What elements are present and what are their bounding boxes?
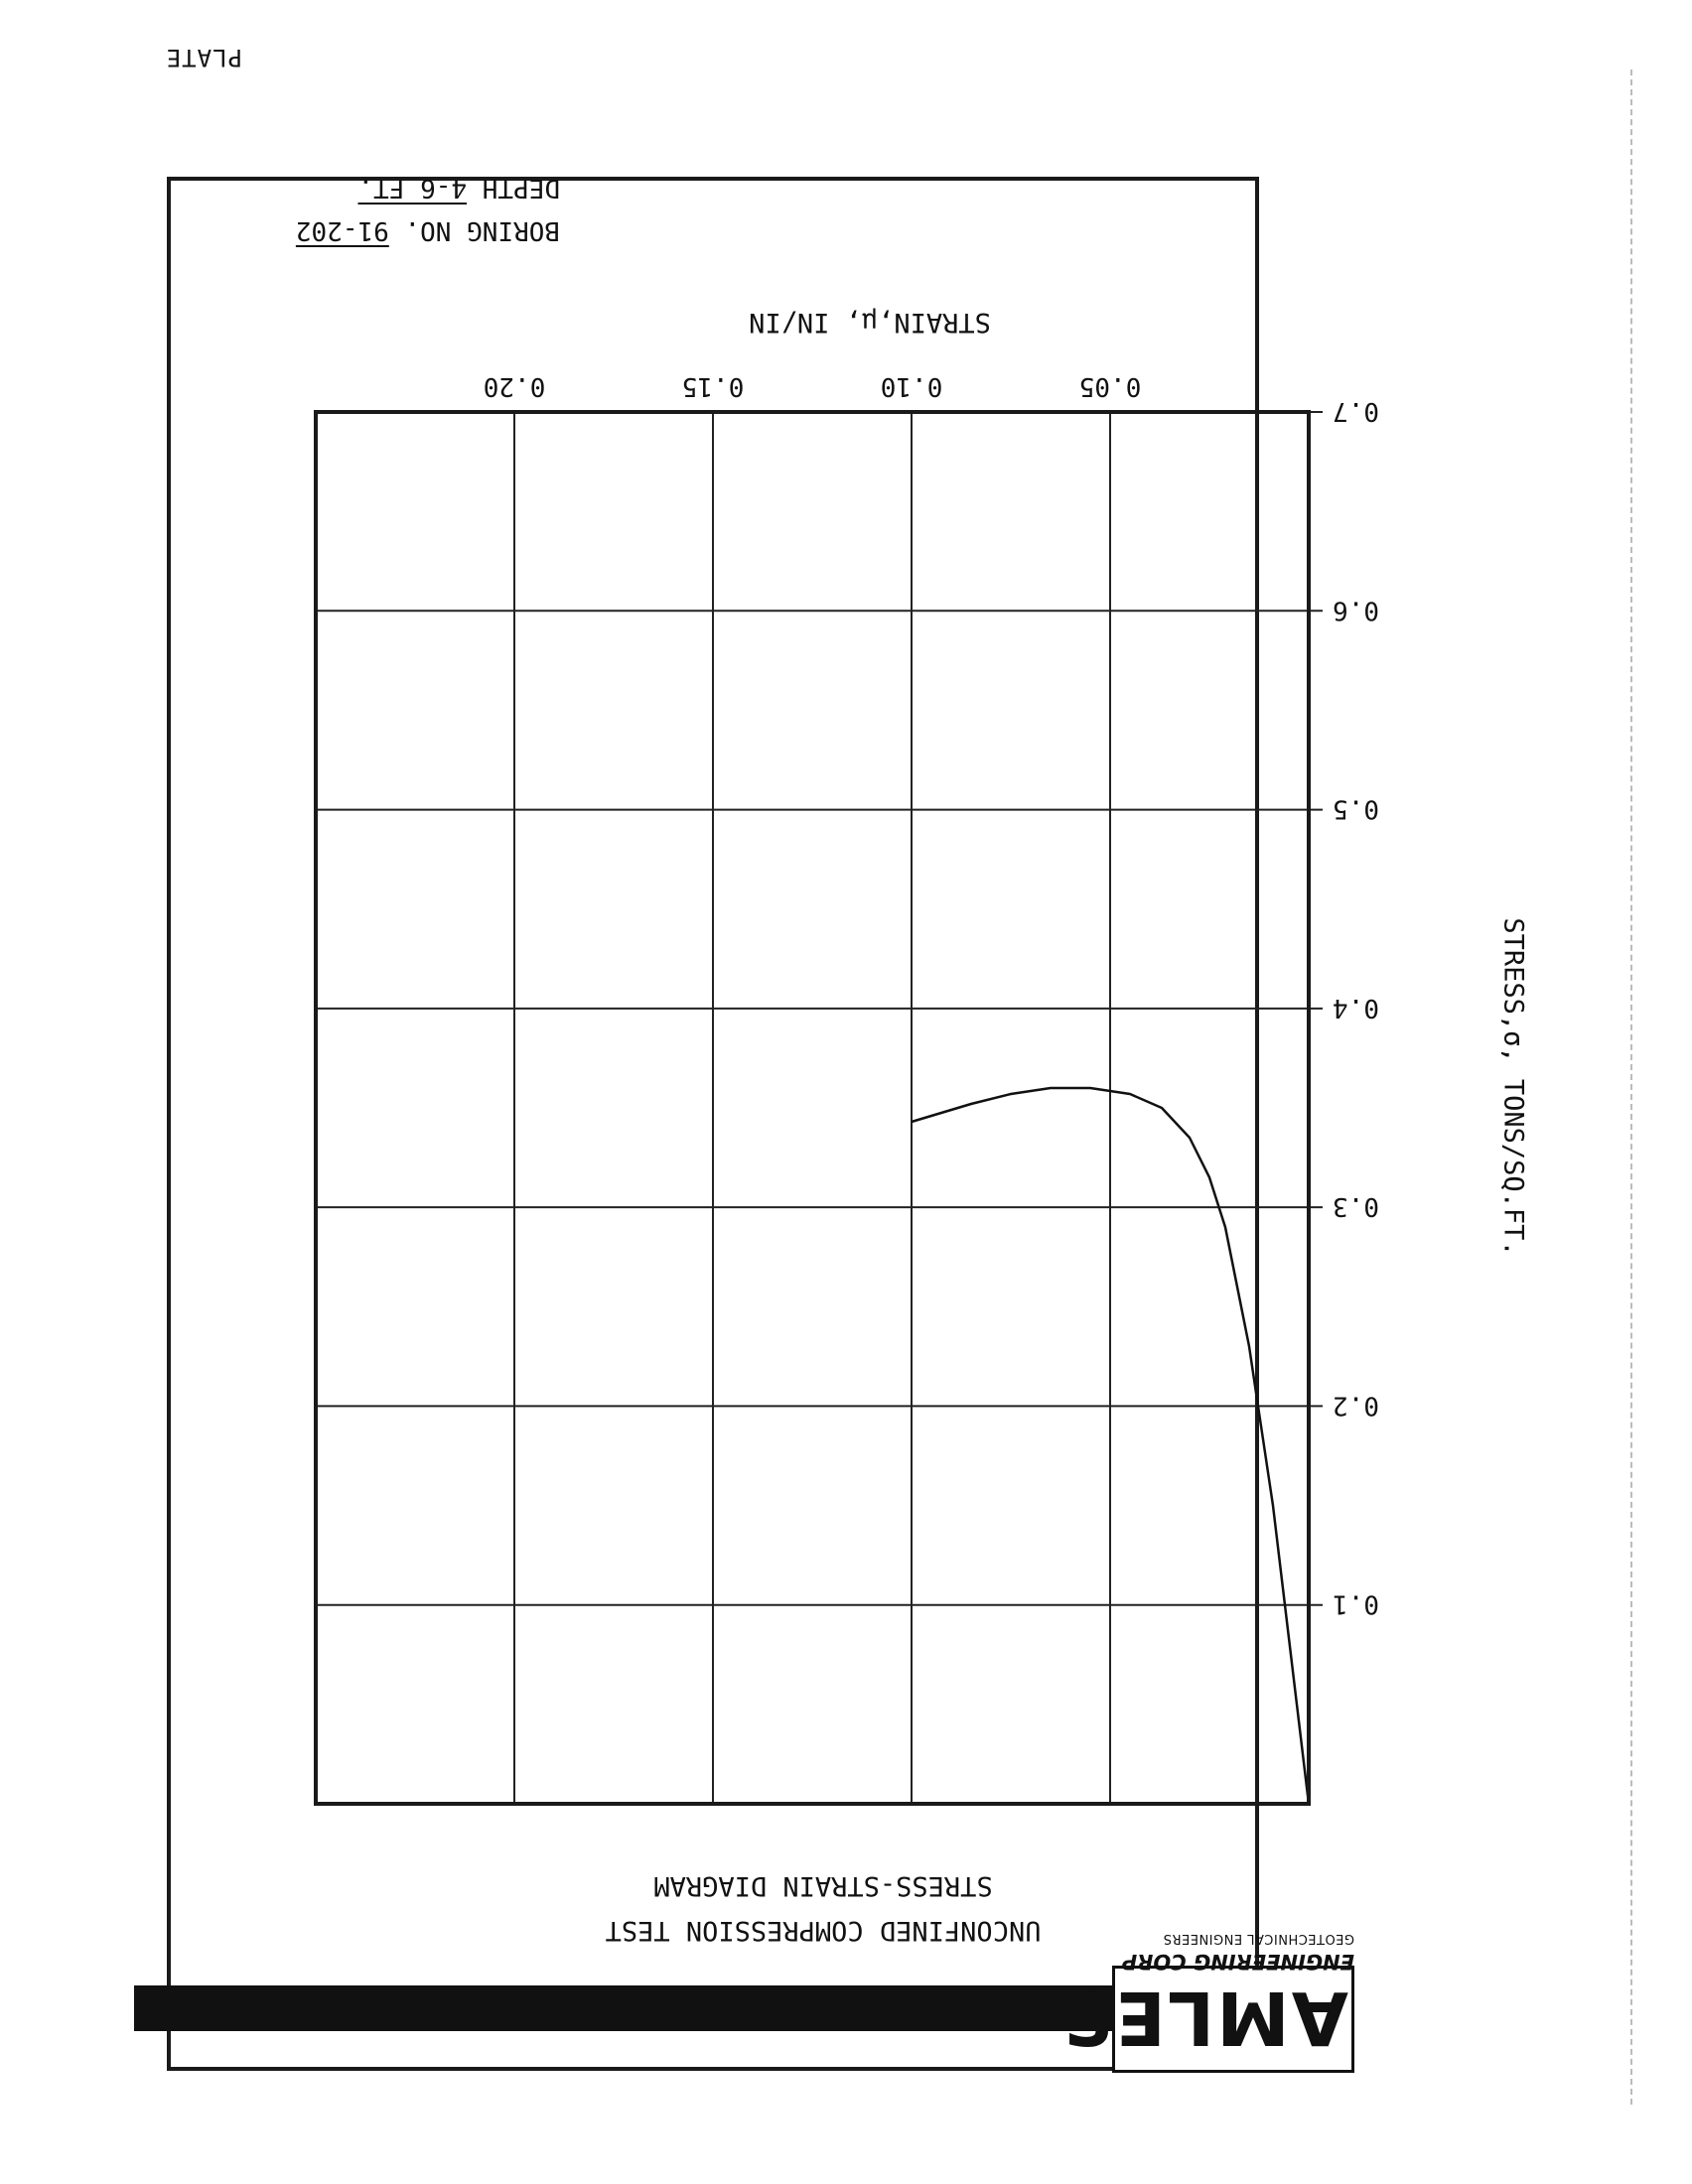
y-tick-label: 0.5	[1333, 793, 1379, 824]
diagram-title: STRESS-STRAIN DIAGRAM	[653, 1870, 993, 1901]
company-subtitle: GEOTECHNICAL ENGINEERS	[1163, 1931, 1354, 1946]
y-tick-label: 0.2	[1333, 1390, 1379, 1421]
test-title: UNCONFINED COMPRESSION TEST	[605, 1915, 1042, 1946]
company-name: ENGINEERING CORP	[1121, 1950, 1354, 1974]
y-tick-label: 0.7	[1333, 396, 1379, 426]
y-tick-label: 0.4	[1333, 992, 1379, 1023]
y-tick-label: 0.6	[1333, 595, 1379, 625]
y-tick-label: 0.1	[1333, 1588, 1379, 1619]
boring-label: BORING NO.	[404, 215, 560, 245]
x-axis-label: STRAIN,μ, IN/IN	[749, 307, 991, 338]
x-tick-label: 0.05	[1078, 371, 1142, 401]
boring-value: 91-202	[295, 215, 389, 245]
logo-text: AMLES	[1058, 1975, 1348, 2060]
depth-value: 4-6 FT.	[357, 173, 468, 203]
depth-label: DEPTH	[482, 173, 560, 203]
x-tick-label: 0.15	[681, 371, 745, 401]
plate-label: PLATE	[165, 44, 242, 71]
x-tick-label: 0.10	[880, 371, 943, 401]
grid-layer	[316, 412, 1323, 1804]
x-tick-label: 0.20	[483, 371, 546, 401]
tick-layer	[484, 371, 1379, 1619]
y-tick-label: 0.3	[1333, 1191, 1379, 1222]
y-axis-label: STRESS,σ, TONS/SQ.FT.	[1497, 917, 1529, 1257]
